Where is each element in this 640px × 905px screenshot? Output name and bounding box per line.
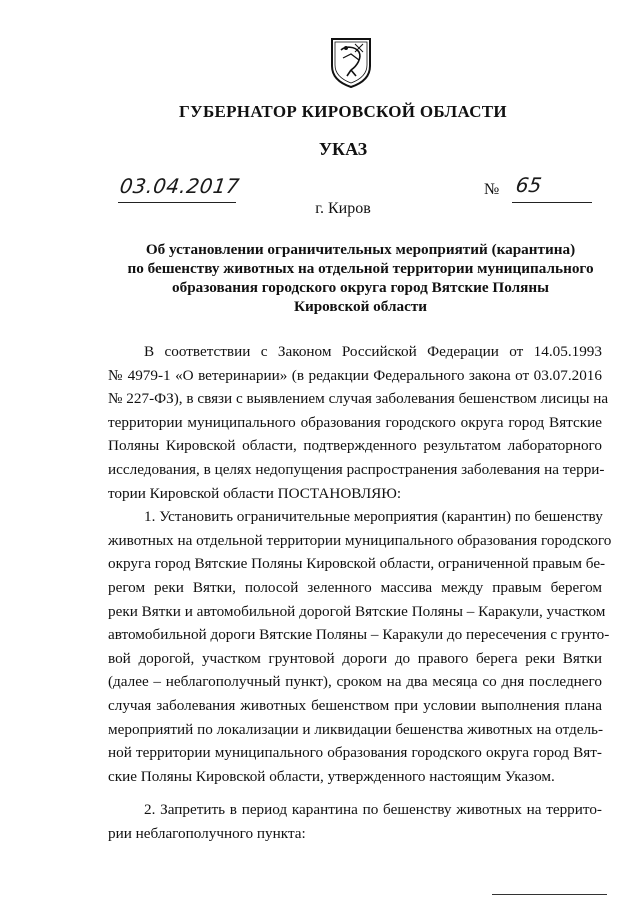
heading-line: образования городского округа город Вятские Поляны [172, 279, 549, 296]
body-line: ной территории муниципального образования городского округа город Вят- [108, 744, 602, 762]
issue-city: г. Киров [315, 200, 371, 217]
body-line: 1. Установить ограничительные мероприятия (карантин) по бешенству [144, 508, 603, 526]
body-line: автомобильной дороги Вятские Поляны – Каракули до пересечения с грунто- [108, 626, 610, 644]
body-line: (далее – неблагополучный пункт), сроком на два месяца со дня последнего [108, 673, 602, 691]
decree-heading [118, 240, 603, 316]
body-line: ские Поляны Кировской области, утвержденного настоящим Указом. [108, 767, 555, 785]
body-line: № 4979-1 «О ветеринарии» (в редакции Федерального закона от 03.07.2016 [108, 366, 602, 384]
decree-date: 03.04.2017 [118, 174, 242, 198]
body-line: регом реки Вятки, полосой зеленного массива между правым берегом [108, 578, 602, 596]
body-line: тории Кировской области ПОСТАНОВЛЯЮ: [108, 484, 402, 502]
heading-line: Кировской области [293, 298, 428, 315]
heading-line: по бешенству животных на отдельной территории муниципального [127, 260, 594, 277]
decree-body [108, 340, 612, 845]
coat-of-arms-emblem [329, 36, 373, 88]
body-line: № 227-ФЗ), в связи с выявлением случая заболевания бешенством лисицы на [108, 390, 609, 408]
paragraph-gap [108, 788, 602, 798]
body-line: вой дорогой, участком грунтовой дороги до правого берега реки Вятки [108, 649, 602, 667]
heading-line: Об установлении ограничительных мероприятий (карантина) [145, 241, 576, 258]
body-line: В соответствии с Законом Российской Федерации от 14.05.1993 [144, 343, 602, 360]
number-label: № [484, 181, 500, 198]
page-footer-rule [492, 894, 607, 895]
body-line: мероприятий по локализации и ликвидации бешенства животных на отдель- [108, 720, 604, 738]
body-line: реки Вятки и автомобильной дорогой Вятские Поляны – Каракули, участком [108, 602, 606, 620]
issuer-title: ГУБЕРНАТОР КИРОВСКОЙ ОБЛАСТИ [179, 102, 507, 121]
body-line: Поляны Кировской области, подтвержденного результатом лабораторного [108, 437, 602, 455]
decree-number: 65 [514, 173, 544, 197]
body-line: животных на отдельной территории муниципального образования городского [108, 531, 612, 549]
body-line: рии неблагополучного пункта: [108, 824, 306, 842]
document-type: УКАЗ [318, 139, 368, 159]
body-line: случая заболевания животных бешенством при условии выполнения плана [108, 696, 602, 714]
body-line: исследования, в целях недопущения распространения заболевания на терри- [108, 460, 605, 478]
body-line: округа город Вятские Поляны Кировской области, ограниченной правым бе- [108, 555, 606, 573]
body-line: 2. Запретить в период карантина по бешенству животных на террито- [144, 801, 602, 819]
body-line: территории муниципального образования городского округа город Вятские [108, 413, 602, 431]
